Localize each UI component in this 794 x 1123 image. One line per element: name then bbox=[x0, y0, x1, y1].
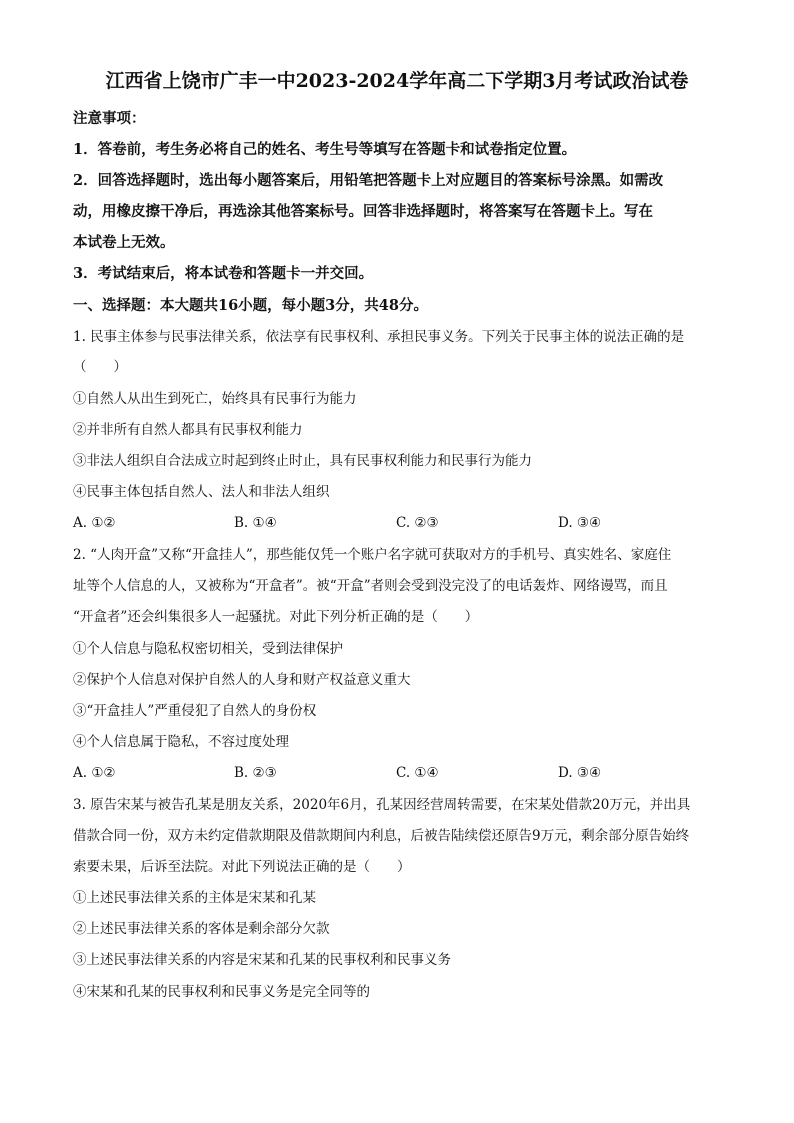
q2-stem-line-3: “开盒者”还会纠集很多人一起骚扰。对此下列分析正确的是（ ） bbox=[73, 609, 479, 625]
q2-option-b[interactable]: B. ②③ bbox=[234, 765, 277, 781]
q3-statement-4: ④宋某和孔某的民事权利和民事义务是完全同等的 bbox=[73, 984, 370, 1000]
q1-statement-4: ④民事主体包括自然人、法人和非法人组织 bbox=[73, 484, 330, 500]
notice-item-1: 1．答卷前，考生务必将自己的姓名、考生号等填写在答题卡和试卷指定位置。 bbox=[73, 141, 577, 158]
q2-option-a[interactable]: A. ①② bbox=[73, 765, 116, 781]
notice-item-2-line-3: 本试卷上无效。 bbox=[73, 234, 175, 251]
q3-stem-line-2: 借款合同一份，双方未约定借款期限及借款期间内利息，后被告陆续偿还原告9万元，剩余部分原告始终 bbox=[73, 828, 690, 844]
notice-item-3: 3．考试结束后，将本试卷和答题卡一并交回。 bbox=[73, 265, 374, 282]
q2-statement-4: ④个人信息属于隐私，不容过度处理 bbox=[73, 734, 289, 750]
exam-title: 江西省上饶市广丰一中2023-2024学年高二下学期3月考试政治试卷 bbox=[105, 70, 689, 92]
q2-stem-line-1: 2. “人肉开盒”又称“开盒挂人”，那些能仅凭一个账户名字就可获取对方的手机号、真实姓名、家庭住 bbox=[73, 547, 672, 563]
q3-statement-1: ①上述民事法律关系的主体是宋某和孔某 bbox=[73, 890, 316, 906]
q1-statement-3: ③非法人组织自合法成立时起到终止时止，具有民事权利能力和民事行为能力 bbox=[73, 453, 532, 469]
notice-item-2-line-1: 2．回答选择题时，选出每小题答案后，用铅笔把答题卡上对应题目的答案标号涂黑。如需改 bbox=[73, 172, 664, 189]
q2-option-d[interactable]: D. ③④ bbox=[558, 765, 602, 781]
q2-statement-2: ②保护个人信息对保护自然人的人身和财产权益意义重大 bbox=[73, 672, 411, 688]
q1-stem-line-2: （ ） bbox=[73, 359, 127, 375]
section-heading: 一、选择题：本大题共16小题，每小题3分，共48分。 bbox=[73, 297, 428, 314]
q1-statement-2: ②并非所有自然人都具有民事权利能力 bbox=[73, 422, 303, 438]
q2-statement-1: ①个人信息与隐私权密切相关，受到法律保护 bbox=[73, 641, 343, 657]
q2-stem-line-2: 址等个人信息的人，又被称为“开盒者”。被“开盒”者则会受到没完没了的电话轰炸、网络谩骂，而且 bbox=[73, 578, 668, 594]
notice-heading: 注意事项： bbox=[73, 110, 146, 127]
q2-option-c[interactable]: C. ①④ bbox=[396, 765, 439, 781]
q1-option-a[interactable]: A. ①② bbox=[73, 515, 116, 531]
q1-option-c[interactable]: C. ②③ bbox=[396, 515, 439, 531]
q3-stem-line-3: 索要未果，后诉至法院。对此下列说法正确的是（ ） bbox=[73, 859, 411, 875]
notice-item-2-line-2: 动，用橡皮擦干净后，再选涂其他答案标号。回答非选择题时，将答案写在答题卡上。写在 bbox=[73, 203, 653, 220]
q1-stem-line-1: 1. 民事主体参与民事法律关系，依法享有民事权利、承担民事义务。下列关于民事主体的说法正确的是 bbox=[73, 329, 685, 345]
q1-statement-1: ①自然人从出生到死亡，始终具有民事行为能力 bbox=[73, 391, 357, 407]
q2-statement-3: ③“开盒挂人”严重侵犯了自然人的身份权 bbox=[73, 703, 317, 719]
q1-option-b[interactable]: B. ①④ bbox=[234, 515, 277, 531]
q3-stem-line-1: 3. 原告宋某与被告孔某是朋友关系，2020年6月，孔某因经营周转需要，在宋某处借款20万元，并出具 bbox=[73, 797, 691, 813]
q1-option-d[interactable]: D. ③④ bbox=[558, 515, 602, 531]
q3-statement-3: ③上述民事法律关系的内容是宋某和孔某的民事权利和民事义务 bbox=[73, 952, 451, 968]
q3-statement-2: ②上述民事法律关系的客体是剩余部分欠款 bbox=[73, 921, 330, 937]
